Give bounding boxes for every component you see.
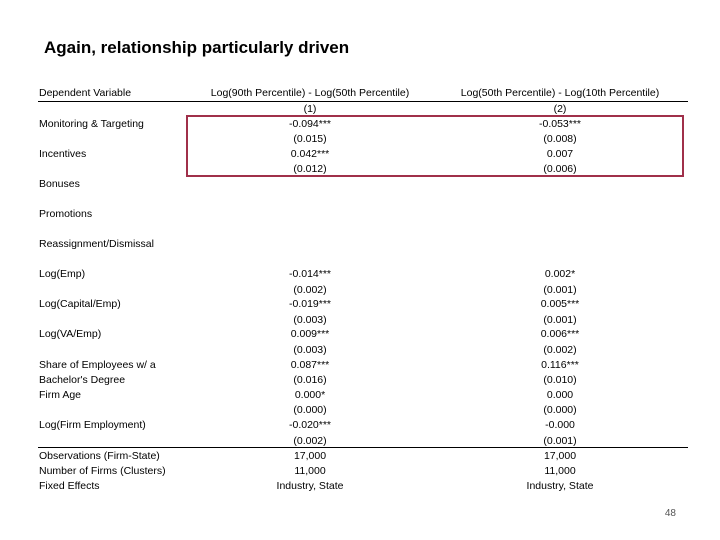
row-c2-value: (0.008) <box>543 133 577 145</box>
row-c1-value: 0.009*** <box>290 328 330 340</box>
row-label: Bachelor's Degree <box>39 374 126 386</box>
col2-title: Log(50th Percentile) - Log(10th Percentile) <box>460 87 660 99</box>
row-c1-value: 11,000 <box>294 465 326 477</box>
row-c2-value: 11,000 <box>544 465 576 477</box>
row-c1-value: 0.000* <box>294 389 326 401</box>
stats-rule <box>38 447 688 448</box>
dependent-variable-label: Dependent Variable <box>39 87 132 99</box>
row-c1-value: 17,000 <box>293 450 327 462</box>
row-c2-value: 0.000 <box>546 389 574 401</box>
row-c1-value: (0.012) <box>293 163 327 175</box>
row-c2-value: (0.010) <box>543 374 577 386</box>
row-label: Incentives <box>39 148 87 160</box>
row-label: Reassignment/Dismissal <box>39 238 154 250</box>
row-label: Share of Employees w/ a <box>39 359 156 371</box>
row-c2-value: Industry, State <box>526 480 594 492</box>
row-label: Observations (Firm-State) <box>39 450 160 462</box>
row-c1-value: 0.087*** <box>290 359 330 371</box>
row-label: Monitoring & Targeting <box>39 118 144 130</box>
row-c1-value: (0.015) <box>293 133 327 145</box>
row-c2-value: 0.116*** <box>541 359 579 371</box>
row-c1-value: -0.014*** <box>288 268 332 280</box>
row-label: Log(VA/Emp) <box>39 328 102 340</box>
row-label: Log(Firm Employment) <box>39 419 146 431</box>
row-c2-value: (0.001) <box>543 435 577 447</box>
row-c1-value: (0.003) <box>293 314 327 326</box>
row-c2-value: 0.002* <box>544 268 576 280</box>
row-c2-value: (0.000) <box>543 404 577 416</box>
row-label: Number of Firms (Clusters) <box>39 465 166 477</box>
row-c1-value: (0.002) <box>293 435 327 447</box>
row-c1-value: (0.016) <box>293 374 327 386</box>
col2-number: (2) <box>553 103 567 115</box>
col1-number: (1) <box>303 103 317 115</box>
row-c1-value: -0.020*** <box>288 419 332 431</box>
col1-title: Log(90th Percentile) - Log(50th Percentile) <box>210 87 410 99</box>
row-c2-value: -0.053*** <box>538 118 582 130</box>
row-label: Log(Capital/Emp) <box>39 298 121 310</box>
row-c2-value: 0.006*** <box>540 328 580 340</box>
page-number: 48 <box>664 508 676 519</box>
row-c2-value: 0.005*** <box>540 298 580 310</box>
row-c1-value: (0.003) <box>293 344 327 356</box>
row-c1-value: (0.002) <box>293 284 327 296</box>
row-c1-value: 0.042*** <box>290 148 330 160</box>
row-label: Firm Age <box>39 389 82 401</box>
row-label: Bonuses <box>39 178 80 190</box>
row-c1-value: Industry, State <box>276 480 344 492</box>
row-c2-value: (0.006) <box>543 163 577 175</box>
row-c2-value: -0.000 <box>545 419 575 431</box>
row-c2-value: 0.007 <box>546 148 574 160</box>
row-c1-value: -0.094*** <box>288 118 332 130</box>
row-c1-value: -0.019*** <box>288 298 332 310</box>
slide-title: Again, relationship particularly driven <box>44 38 350 57</box>
row-label: Fixed Effects <box>39 480 100 492</box>
row-c2-value: (0.001) <box>543 284 577 296</box>
row-c1-value: (0.000) <box>293 404 327 416</box>
row-c2-value: 17,000 <box>543 450 577 462</box>
row-c2-value: (0.001) <box>543 314 577 326</box>
row-label: Promotions <box>39 208 93 220</box>
row-label: Log(Emp) <box>39 268 86 280</box>
row-c2-value: (0.002) <box>543 344 577 356</box>
